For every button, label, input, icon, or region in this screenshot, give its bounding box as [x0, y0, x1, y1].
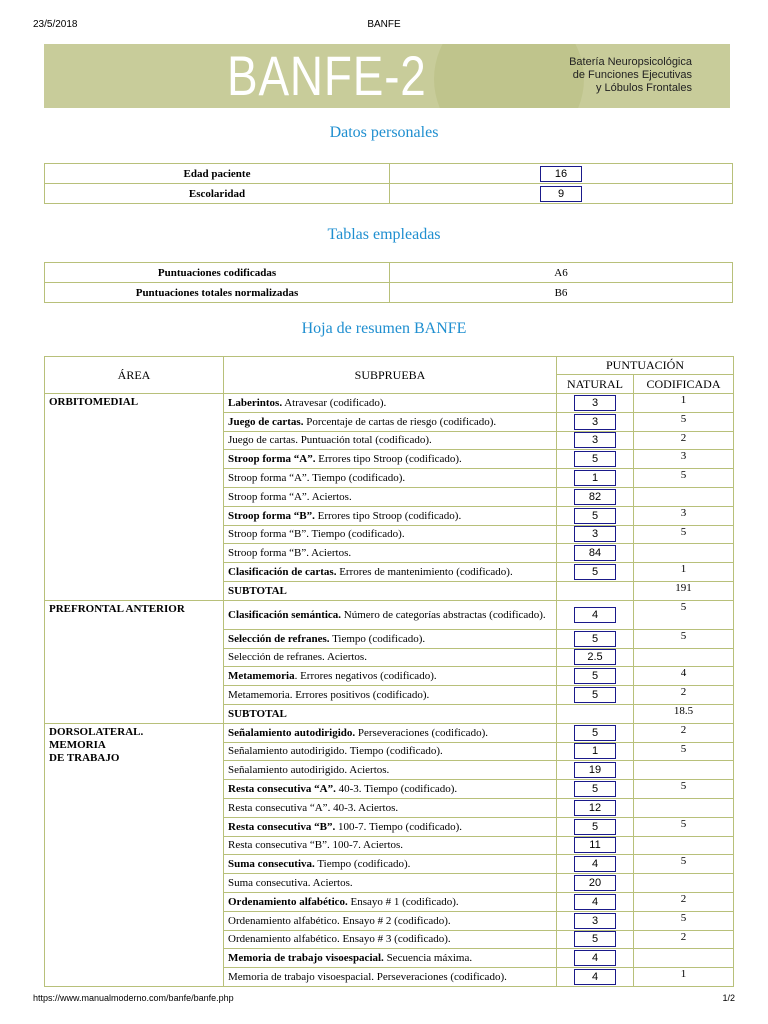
- banner-decoration: [434, 44, 584, 108]
- area-label: DE TRABAJO: [49, 751, 120, 764]
- subprueba-cell: [224, 742, 557, 761]
- natural-input[interactable]: 5: [574, 451, 616, 467]
- subprueba-cell: [224, 836, 557, 855]
- subprueba-cell: [224, 686, 557, 705]
- page-number: 1/2: [722, 993, 735, 1003]
- datos-table: [44, 163, 733, 204]
- codificada-value: [634, 836, 734, 855]
- subprueba-cell: [224, 667, 557, 686]
- subprueba-text: Errores tipo Stroop (codificado).: [314, 509, 462, 522]
- subprueba-cell: [224, 469, 557, 488]
- codificada-value: 2: [634, 892, 734, 911]
- natural-input[interactable]: 5: [574, 564, 616, 580]
- codificada-value: 2: [634, 431, 734, 450]
- natural-input[interactable]: 4: [574, 969, 616, 985]
- subprueba-text: Errores de mantenimiento (codificado).: [336, 566, 513, 579]
- codificada-value: 1: [634, 563, 734, 582]
- subprueba-text: Señalamiento autodirigido. Aciertos.: [228, 764, 390, 777]
- natural-input[interactable]: 5: [574, 725, 616, 741]
- subprueba-cell: [224, 949, 557, 968]
- subprueba-text: Atravesar (codificado).: [282, 396, 387, 409]
- subprueba-cell: [224, 892, 557, 911]
- subprueba-cell: [224, 780, 557, 799]
- codificada-value: [634, 761, 734, 780]
- escolaridad-label: Escolaridad: [45, 184, 390, 204]
- header-puntuacion: PUNTUACIÓN: [557, 357, 734, 375]
- header-subprueba: SUBPRUEBA: [224, 357, 557, 394]
- subprueba-text: Resta consecutiva “B”. 100-7. Aciertos.: [228, 839, 404, 852]
- subprueba-bold: Clasificación semántica.: [228, 608, 342, 621]
- banfe-logo: BANFE-2: [227, 44, 427, 107]
- subprueba-bold: Stroop forma “A”.: [228, 453, 316, 466]
- escolaridad-input[interactable]: 9: [540, 186, 582, 202]
- resumen-title: Hoja de resumen BANFE: [301, 320, 467, 337]
- codificada-value: 5: [634, 469, 734, 488]
- subprueba-text: Secuencia máxima.: [383, 952, 473, 965]
- subprueba-text: Tiempo (codificado).: [329, 632, 426, 645]
- subtotal-label: SUBTOTAL: [224, 581, 557, 600]
- edad-input[interactable]: 16: [540, 166, 582, 182]
- subprueba-text: Stroop forma “A”. Tiempo (codificado).: [228, 472, 406, 485]
- subprueba-text: Ordenamiento alfabético. Ensayo # 3 (codificado).: [228, 933, 451, 946]
- print-date: 23/5/2018: [33, 19, 78, 30]
- banner-subtitle-line: y Lóbulos Frontales: [596, 82, 692, 94]
- table-row: [45, 283, 733, 303]
- banfe-banner: [44, 44, 730, 108]
- natural-input[interactable]: 5: [574, 819, 616, 835]
- subprueba-cell: [224, 798, 557, 817]
- subprueba-text: 40-3. Tiempo (codificado).: [335, 783, 458, 796]
- table-row: [45, 600, 734, 629]
- subprueba-text: Metamemoria. Errores positivos (codificado).: [228, 689, 430, 702]
- codificada-value: [634, 798, 734, 817]
- subprueba-text: Perseveraciones (codificado).: [355, 726, 488, 739]
- area-label: MEMORIA: [49, 738, 106, 751]
- subprueba-cell: [224, 968, 557, 987]
- codificada-value: [634, 487, 734, 506]
- codificada-value: [634, 874, 734, 893]
- natural-input[interactable]: 3: [574, 414, 616, 430]
- table-row: [45, 184, 733, 204]
- subprueba-cell: [224, 911, 557, 930]
- resumen-table: [44, 356, 734, 987]
- subprueba-cell: [224, 563, 557, 582]
- subprueba-bold: Ordenamiento alfabético.: [228, 895, 348, 908]
- natural-input[interactable]: 5: [574, 781, 616, 797]
- subtotal-label: SUBTOTAL: [224, 704, 557, 723]
- tablas-title: Tablas empleadas: [327, 226, 441, 243]
- edad-label: Edad paciente: [45, 164, 390, 184]
- subprueba-bold: Stroop forma “B”.: [228, 509, 315, 522]
- print-header: [0, 0, 768, 30]
- codificada-value: 5: [634, 817, 734, 836]
- subprueba-cell: [224, 600, 557, 629]
- subprueba-text: Stroop forma “A”. Aciertos.: [228, 490, 352, 503]
- subprueba-text: Stroop forma “B”. Tiempo (codificado).: [228, 528, 405, 541]
- codificada-value: 5: [634, 742, 734, 761]
- natural-input[interactable]: 5: [574, 668, 616, 684]
- subprueba-bold: Resta consecutiva “A”.: [228, 783, 336, 796]
- natural-input[interactable]: 4: [574, 894, 616, 910]
- subprueba-text: Memoria de trabajo visoespacial. Perseveraciones (codificado).: [228, 971, 507, 983]
- natural-input[interactable]: 4: [574, 856, 616, 872]
- subprueba-cell: [224, 648, 557, 667]
- natural-input[interactable]: 5: [574, 631, 616, 647]
- natural-input[interactable]: 84: [574, 545, 616, 561]
- natural-input[interactable]: 1: [574, 743, 616, 759]
- area-label: ORBITOMEDIAL: [49, 396, 139, 408]
- banner-subtitle-line: de Funciones Ejecutivas: [572, 69, 692, 81]
- subprueba-text: Porcentaje de cartas de riesgo (codificado).: [303, 415, 497, 428]
- codificada-value: 3: [634, 450, 734, 469]
- codificada-value: 5: [634, 855, 734, 874]
- codificada-value: 1: [634, 968, 734, 987]
- subprueba-cell: [224, 487, 557, 506]
- table-row: [45, 164, 733, 184]
- subtotal-value: 18.5: [634, 704, 734, 723]
- subprueba-bold: Suma consecutiva.: [228, 858, 315, 871]
- table-row: [45, 723, 734, 742]
- subprueba-cell: [224, 930, 557, 949]
- natural-input[interactable]: 4: [574, 607, 616, 623]
- area-cell: [45, 723, 224, 986]
- codificada-value: [634, 544, 734, 563]
- datos-title: Datos personales: [329, 124, 439, 141]
- codificada-value: 2: [634, 686, 734, 705]
- subprueba-cell: [224, 450, 557, 469]
- subprueba-text: Stroop forma “B”. Aciertos.: [228, 547, 352, 560]
- print-title: BANFE: [367, 19, 401, 30]
- subprueba-text: Resta consecutiva “A”. 40-3. Aciertos.: [228, 801, 399, 814]
- area-label: DORSOLATERAL.: [49, 725, 144, 738]
- table-row: [45, 394, 734, 413]
- subprueba-text: Ordenamiento alfabético. Ensayo # 2 (codificado).: [228, 914, 451, 927]
- subprueba-cell: [224, 544, 557, 563]
- subprueba-text: Ensayo # 1 (codificado).: [347, 895, 459, 908]
- codificada-value: 5: [634, 780, 734, 799]
- subprueba-bold: Memoria de trabajo visoespacial.: [228, 952, 384, 965]
- natural-input[interactable]: 4: [574, 950, 616, 966]
- natural-input[interactable]: 20: [574, 875, 616, 891]
- subprueba-bold: Metamemoria: [228, 670, 295, 683]
- codificada-value: 4: [634, 667, 734, 686]
- subprueba-bold: Resta consecutiva “B”.: [228, 820, 336, 833]
- codificada-value: 2: [634, 930, 734, 949]
- subprueba-text: . Errores negativos (codificado).: [294, 670, 437, 683]
- subprueba-cell: [224, 761, 557, 780]
- subprueba-cell: [224, 629, 557, 648]
- codificada-value: 5: [634, 525, 734, 544]
- subprueba-cell: [224, 855, 557, 874]
- area-cell: [45, 394, 224, 601]
- codificada-value: 2: [634, 723, 734, 742]
- subprueba-text: Juego de cartas. Puntuación total (codificado).: [228, 434, 432, 447]
- area-cell: [45, 600, 224, 723]
- subprueba-text: Tiempo (codificado).: [314, 858, 411, 871]
- natural-input[interactable]: 1: [574, 470, 616, 486]
- codificadas-label: Puntuaciones codificadas: [45, 263, 390, 283]
- subprueba-bold: Laberintos.: [228, 396, 283, 409]
- table-row: [45, 263, 733, 283]
- header-natural: NATURAL: [557, 375, 634, 394]
- subprueba-text: Suma consecutiva. Aciertos.: [228, 877, 353, 890]
- natural-input[interactable]: 3: [574, 432, 616, 448]
- subprueba-bold: Selección de refranes.: [228, 632, 330, 645]
- subprueba-bold: Juego de cartas.: [228, 415, 304, 428]
- normalizadas-label: Puntuaciones totales normalizadas: [45, 283, 390, 303]
- subprueba-cell: [224, 412, 557, 431]
- codificada-value: [634, 949, 734, 968]
- natural-input[interactable]: 3: [574, 526, 616, 542]
- subprueba-text: 100-7. Tiempo (codificado).: [335, 820, 463, 833]
- natural-input[interactable]: 3: [574, 913, 616, 929]
- natural-input[interactable]: 19: [574, 762, 616, 778]
- natural-input[interactable]: 2.5: [574, 649, 616, 665]
- natural-input[interactable]: 5: [574, 931, 616, 947]
- natural-input[interactable]: 3: [574, 395, 616, 411]
- subprueba-cell: [224, 506, 557, 525]
- codificada-value: 1: [634, 394, 734, 413]
- resumen-body: [45, 394, 734, 987]
- subprueba-cell: [224, 394, 557, 413]
- natural-input[interactable]: 12: [574, 800, 616, 816]
- subtotal-value: 191: [634, 581, 734, 600]
- subprueba-text: Errores tipo Stroop (codificado).: [315, 453, 462, 466]
- subprueba-text: Selección de refranes. Aciertos.: [228, 651, 367, 664]
- natural-input[interactable]: 5: [574, 508, 616, 524]
- area-label: PREFRONTAL ANTERIOR: [49, 602, 185, 615]
- normalizadas-value: B6: [390, 283, 733, 303]
- subprueba-bold: Clasificación de cartas.: [228, 566, 337, 579]
- natural-input[interactable]: 5: [574, 687, 616, 703]
- subprueba-bold: Señalamiento autodirigido.: [228, 726, 356, 739]
- banner-subtitle-line: Batería Neuropsicológica: [569, 56, 692, 68]
- natural-input[interactable]: 11: [574, 837, 616, 853]
- codificadas-value: A6: [390, 263, 733, 283]
- subprueba-cell: [224, 874, 557, 893]
- print-url: https://www.manualmoderno.com/banfe/banfe.php: [33, 993, 234, 1003]
- codificada-value: 5: [634, 600, 734, 629]
- codificada-value: 5: [634, 911, 734, 930]
- subprueba-cell: [224, 431, 557, 450]
- banner-subtitle: [569, 56, 692, 95]
- header-area: ÁREA: [45, 357, 224, 394]
- subprueba-text: Señalamiento autodirigido. Tiempo (codificado).: [228, 745, 443, 758]
- subprueba-text: Número de categorías abstractas (codificado).: [341, 608, 546, 621]
- subprueba-cell: [224, 525, 557, 544]
- table-header-row: [45, 357, 734, 375]
- subprueba-cell: [224, 723, 557, 742]
- tablas-table: [44, 262, 733, 303]
- header-codificada: CODIFICADA: [634, 375, 734, 394]
- subprueba-cell: [224, 817, 557, 836]
- codificada-value: 5: [634, 629, 734, 648]
- natural-input[interactable]: 82: [574, 489, 616, 505]
- codificada-value: 3: [634, 506, 734, 525]
- codificada-value: 5: [634, 412, 734, 431]
- codificada-value: [634, 648, 734, 667]
